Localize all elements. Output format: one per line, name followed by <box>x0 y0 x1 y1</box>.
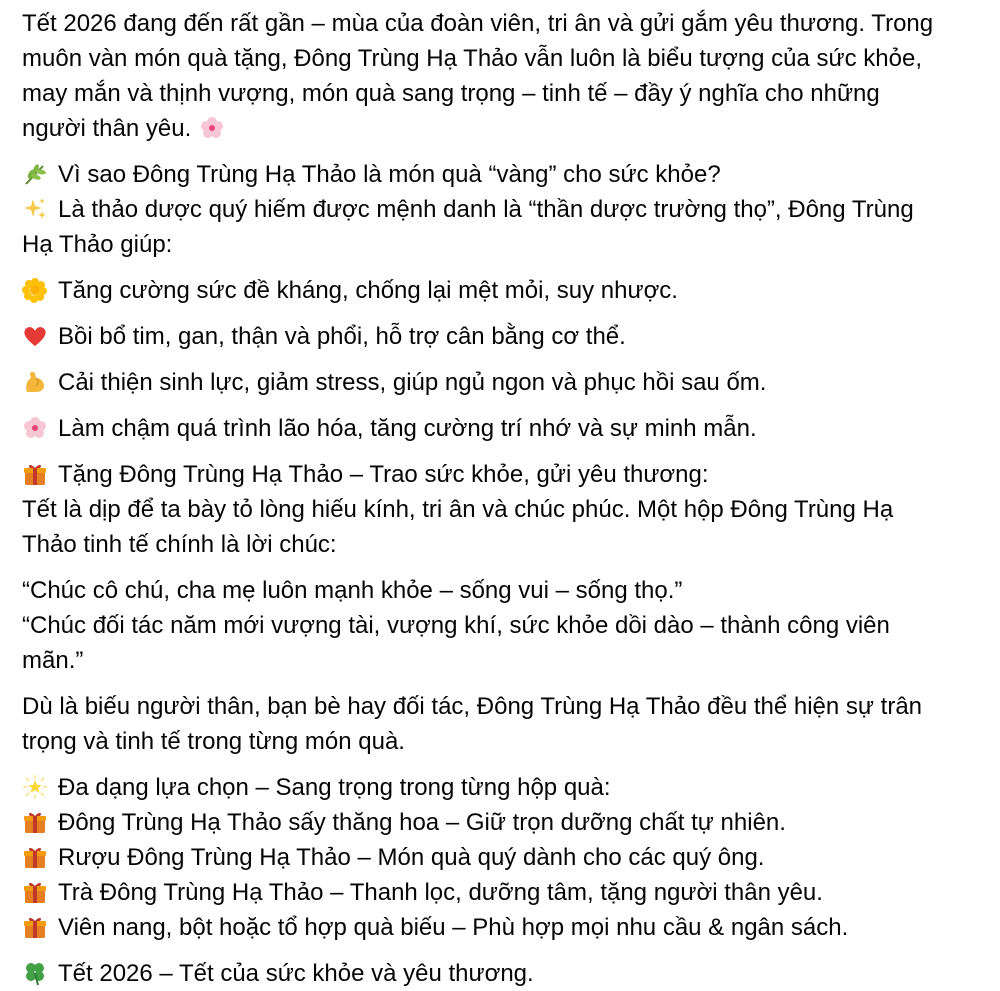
option-text: Rượu Đông Trùng Hạ Thảo – Món quà quý dành cho các quý ông. <box>58 844 765 871</box>
wrapped-gift-icon <box>22 461 48 487</box>
benefit-item <box>22 273 982 308</box>
text-line: Thảo tinh tế chính là lời chúc: <box>22 531 337 558</box>
benefit-item <box>22 319 982 354</box>
quote-line: “Chúc đối tác năm mới vượng tài, vượng khí, sức khỏe dồi dào – thành công viên <box>22 612 890 639</box>
gift-section <box>22 457 982 562</box>
option-text: Đông Trùng Hạ Thảo sấy thăng hoa – Giữ trọn dưỡng chất tự nhiên. <box>58 809 786 836</box>
option-item <box>22 875 982 910</box>
gift-heading <box>22 457 982 492</box>
sparkles-icon <box>22 196 48 222</box>
text-line: trọng và tinh tế trong từng món quà. <box>22 728 405 755</box>
cherry-blossom-icon <box>22 415 48 441</box>
herb-icon <box>22 161 48 187</box>
why-heading <box>22 157 982 192</box>
gift-heading-text: Tặng Đông Trùng Hạ Thảo – Trao sức khỏe, gửi yêu thương: <box>58 461 709 488</box>
final-line-section <box>22 956 982 991</box>
quotes-section <box>22 573 982 678</box>
wrapped-gift-icon <box>22 844 48 870</box>
text-line-content: người thân yêu. <box>22 115 192 142</box>
option-item <box>22 910 982 945</box>
benefit-text: Tăng cường sức đề kháng, chống lại mệt mỏi, suy nhược. <box>58 277 678 304</box>
benefit-line <box>22 411 982 446</box>
benefit-item <box>22 411 982 446</box>
quote-line: “Chúc cô chú, cha mẹ luôn mạnh khỏe – sống vui – sống thọ.” <box>22 577 683 604</box>
flexed-biceps-icon <box>22 369 48 395</box>
wrapped-gift-icon <box>22 879 48 905</box>
option-text: Trà Đông Trùng Hạ Thảo – Thanh lọc, dưỡng tâm, tặng người thân yêu. <box>58 879 823 906</box>
benefit-text: Bồi bổ tim, gan, thận và phổi, hỗ trợ cân bằng cơ thể. <box>58 323 626 350</box>
benefit-item <box>22 365 982 400</box>
text-line: muôn vàn món quà tặng, Đông Trùng Hạ Thảo vẫn luôn là biểu tượng của sức khỏe, <box>22 45 922 72</box>
final-line <box>22 956 982 991</box>
options-heading <box>22 770 982 805</box>
quote-line: mãn.” <box>22 647 84 674</box>
text-line: Dù là biếu người thân, bạn bè hay đối tác, Đông Trùng Hạ Thảo đều thể hiện sự trân <box>22 693 923 720</box>
benefit-text: Làm chậm quá trình lão hóa, tăng cường trí nhớ và sự minh mẫn. <box>58 415 757 442</box>
cherry-blossom-icon <box>199 115 225 141</box>
options-section <box>22 770 982 945</box>
text-line: may mắn và thịnh vượng, món quà sang trọng – tinh tế – đầy ý nghĩa cho những <box>22 80 880 107</box>
text-line: Tết là dịp để ta bày tỏ lòng hiếu kính, tri ân và chúc phúc. Một hộp Đông Trùng Hạ <box>22 496 894 523</box>
four-leaf-clover-icon <box>22 960 48 986</box>
options-heading-text: Đa dạng lựa chọn – Sang trọng trong từng hộp quà: <box>58 774 611 801</box>
benefit-line <box>22 273 982 308</box>
intro-paragraph <box>22 6 982 146</box>
glowing-star-icon <box>22 774 48 800</box>
closing-paragraph <box>22 689 982 759</box>
option-item <box>22 805 982 840</box>
heart-icon <box>22 323 48 349</box>
why-heading-text: Vì sao Đông Trùng Hạ Thảo là món quà “vàng” cho sức khỏe? <box>58 161 721 188</box>
sunflower-icon <box>22 277 48 303</box>
benefit-text: Cải thiện sinh lực, giảm stress, giúp ngủ ngon và phục hồi sau ốm. <box>58 369 767 396</box>
text-line: Hạ Thảo giúp: <box>22 231 173 258</box>
wrapped-gift-icon <box>22 914 48 940</box>
option-item <box>22 840 982 875</box>
option-text: Viên nang, bột hoặc tổ hợp quà biếu – Phù hợp mọi nhu cầu & ngân sách. <box>58 914 849 941</box>
wrapped-gift-icon <box>22 809 48 835</box>
why-section <box>22 157 982 262</box>
post-body <box>22 6 982 991</box>
text-line <box>22 111 982 146</box>
why-intro <box>22 192 982 227</box>
why-intro-text: Là thảo dược quý hiếm được mệnh danh là “thần dược trường thọ”, Đông Trùng <box>58 196 914 223</box>
benefit-line <box>22 319 982 354</box>
text-line: Tết 2026 đang đến rất gần – mùa của đoàn viên, tri ân và gửi gắm yêu thương. Trong <box>22 10 934 37</box>
benefit-line <box>22 365 982 400</box>
final-text: Tết 2026 – Tết của sức khỏe và yêu thương. <box>58 960 534 987</box>
